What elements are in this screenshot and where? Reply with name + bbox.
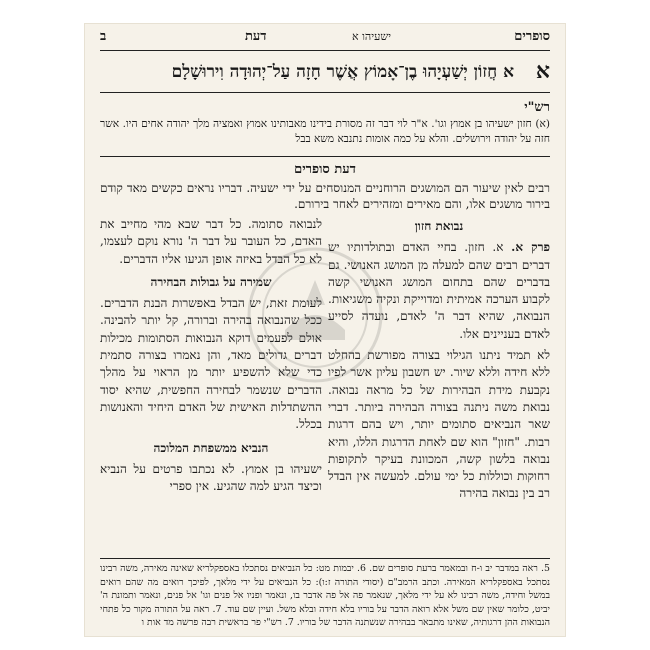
- right-paragraph-1-text: א. חזון. בחיי האדם ובתולדותיו יש דברים רבים שהם למעלה מן המושג האנושי. גם בדברים שהם בתחום המושג האנושי קשה לקבוע הערכה אמיתית ומדוייקת ונקיה משגיאות. הנבואה, שהיא דבר ה' לאדם, נועדה לסייע לאדם בעניינים אלו.: [328, 240, 550, 341]
- left-column: [100, 216, 322, 495]
- daat-heading: דעת סופרים: [294, 162, 356, 177]
- left-paragraph-3: ישעיהו בן אמוץ. לא נכתבו פרטים על הנביא וכיצד הגיע למה שהגיע. אין ספרי: [100, 461, 322, 494]
- right-paragraph-2: לא תמיד ניתנו הגילוי בצורה מפורשת בהחלט ללא חידה וללא שיור. יש חשבון עליון אשר לפיו נקבעת מידת הבהירות של כל מראה נבואה. נבואת משה ניתנה בצורה הבהירה ביותר. דברי שאר הנביאים סתומים יותר, ויש בהם דרגות רבות. "חזון" הוא שם לאחת הדרגות הללו, והיא נבואה בלשון קשה, המכוונת בעיקר לתקופות רחוקות וכוללות כל ימי עולם. למעשה אין הבדל רב בין נבואה בהירה: [328, 348, 550, 501]
- section-title-hanavi: הנביא ממשפחת המלוכה: [153, 440, 269, 455]
- perek-label: פרק א.: [511, 240, 550, 255]
- header-rule: [100, 50, 550, 51]
- footnote-rule: [100, 558, 550, 559]
- verse-letter: א: [535, 58, 550, 84]
- header-book: ישעיהו א: [352, 30, 392, 43]
- verse-line: [100, 52, 550, 92]
- running-header: [100, 28, 550, 52]
- page-letter: ב: [100, 29, 107, 44]
- rashi-heading: רש"י: [524, 100, 550, 115]
- header-section: סופרים: [514, 29, 550, 44]
- section-title-nevuat-chazon: נבואת חזון: [414, 219, 464, 233]
- left-paragraph-2: לעומת זאת, יש הבדל באפשרות הבנת הדברים. ככל שהנבואה בהירה וברורה, קל יותר להבינה. אולם לפעמים דוקא הנבואות הסתומות מכילות דברים גדולים מאד, והן נאמרו בצורה סתמית כדי שלא להשפיע יותר מן הראוי על מהלך הדברים שנשמר לבחירה החפשית, שהיא יסוד ההשתדלות האישית של האדם היחיד והאנושות בכלל.: [100, 296, 322, 432]
- right-paragraph-1: [328, 239, 550, 343]
- verse-rule: [100, 92, 550, 93]
- right-column: [328, 216, 550, 503]
- daat-intro: רבים לאין שיעור הם המושגים הרוחניים המנוסחים על ידי ישעיה. דבריו נראים כקשים מאד קודם בירור מושגים אלו, והם מאירים ומזהירים לאחר בירורם.: [100, 181, 550, 211]
- left-paragraph-1: לנבואה סתומה. כל דבר שבא מהי מחייב את האדם, כל העובר על דבר ה' נורא נוקם לעצמו, לא כל הבדל באיזה אופן הגיעו אליו הדברים.: [100, 217, 322, 266]
- header-title: דעת: [245, 29, 267, 44]
- rashi-text: (א) חזון ישעיהו בן אמוץ וגו'. א"ר לוי דבר זה מסורת בידינו מאבותינו אמוץ ואמציה מלך יהודה אחים היו. אשר חזה על יהודה וירושלים. והלא על כמה אומות נתנבא משא בבל: [100, 118, 550, 145]
- verse-text: א חֲזוֹן יְשַׁעְיָהוּ בֶן־אָמוֹץ אֲשֶׁר חָזָה עַל־יְהוּדָה וִירוּשָׁלָם: [171, 62, 514, 82]
- footnotes: 5. ראה במדבר יב ו-ח ובמאמר ברעת סופרים שם. 6. יבמות מט: כל הנביאים נסתכלו באספקלריא שאינה מאירה, משה רבינו נסתכל באספקלריא המאירה. וכתב הרמב"ם (יסודי התורה ז:ו): כל הנביאים על ידי מלאך, לפיכך רואים מה שהם רואים במשל וחידה, משה רבינו לא על ידי מלאך, שנאמר פה אל פה אדבר בו, ונאמר ופניו אל פנים וגו' אל פנים, ונאמר ותמונת ה' יביט, כלומר שאין שם משל אלא רואה הדבר על בוריו בלא חידה ובלא משל. ועיין שם עוד. 7. ראה על התורה מקור כל פתחי הנבואות ההן דרגותיה, שאינו מתבאר בבהירה שנשתנה הדבר של בוריו. 7. רש"י פר בראשית רבה פרשה מד אות ו: [100, 563, 550, 628]
- rashi-rule: [100, 156, 550, 157]
- section-title-shmira: שמירה על גבולות הבחירה: [150, 274, 272, 289]
